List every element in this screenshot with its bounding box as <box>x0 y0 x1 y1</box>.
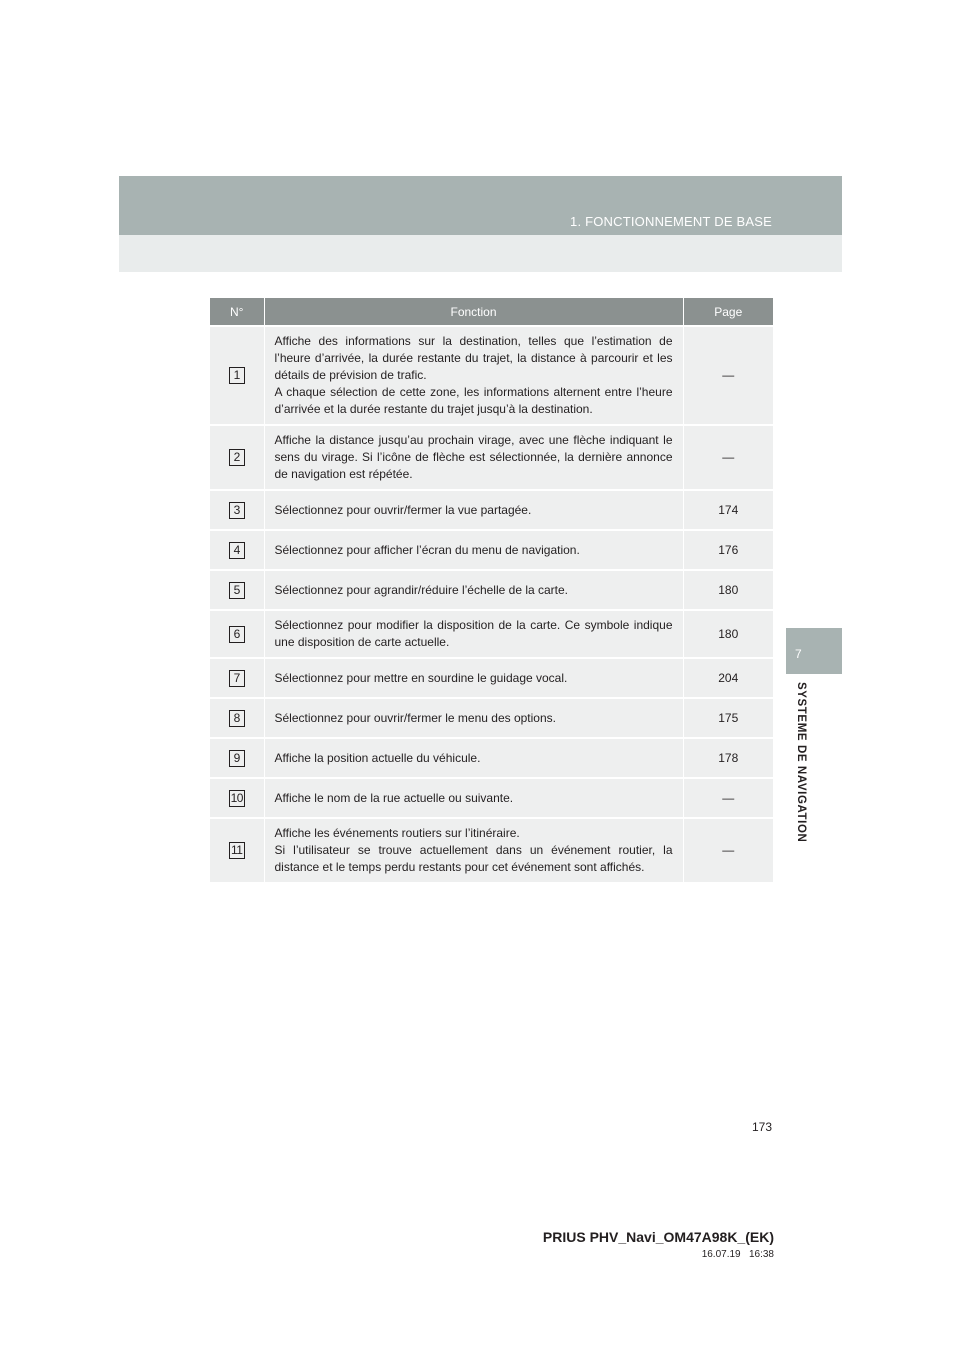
column-header-num: N° <box>210 298 264 326</box>
row-number-badge: 3 <box>229 502 245 519</box>
table-row <box>210 658 773 698</box>
table-row <box>210 570 773 610</box>
row-number-badge: 4 <box>229 542 245 559</box>
print-date: 16.07.19 <box>701 1249 741 1260</box>
function-text: Affiche le nom de la rue actuelle ou suivante. <box>274 790 514 805</box>
row-number-badge: 1 <box>229 367 245 384</box>
chapter-number: 7 <box>795 647 802 661</box>
function-text: Affiche la distance jusqu’au prochain virage, avec une flèche indiquant le sens du virage. Si l’icône de flèche est sélectionnée, la dernière annonce de navigation est répétée. <box>274 433 673 481</box>
page-ref: — <box>683 778 773 818</box>
chapter-label: SYSTEME DE NAVIGATION <box>795 682 807 843</box>
row-number-badge: 6 <box>229 626 245 643</box>
chapter-tab <box>786 628 842 674</box>
table-row <box>210 530 773 570</box>
page-ref: 178 <box>683 738 773 778</box>
row-number-badge: 7 <box>229 670 245 687</box>
function-text-continued: A chaque sélection de cette zone, les informations alternent entre l’heure d’arrivée et la durée restante du trajet jusqu’à la destination. <box>274 385 673 416</box>
table-row <box>210 326 773 425</box>
function-text: Sélectionnez pour afficher l’écran du menu de navigation. <box>274 542 580 557</box>
page-ref: — <box>683 818 773 882</box>
section-title: 1. FONCTIONNEMENT DE BASE <box>570 214 772 229</box>
table-row <box>210 610 773 658</box>
function-text-continued: Si l’utilisateur se trouve actuellement dans un événement routier, la distance et le temps perdu restants pour cet événement sont affichés. <box>274 843 673 874</box>
table-row <box>210 738 773 778</box>
header-band <box>119 176 842 235</box>
table-row <box>210 490 773 530</box>
function-text: Sélectionnez pour ouvrir/fermer le menu des options. <box>274 710 556 725</box>
function-text: Sélectionnez pour modifier la disposition de la carte. Ce symbole indique une disposition de carte actuelle. <box>274 618 673 649</box>
page-ref: 176 <box>683 530 773 570</box>
page-ref: 180 <box>683 610 773 658</box>
function-text: Sélectionnez pour ouvrir/fermer la vue partagée. <box>274 502 532 517</box>
function-text: Affiche des informations sur la destination, telles que l’estimation de l’heure d’arrivée, la durée restante du trajet, la distance à parcourir et les détails de prévision de trafic. <box>274 334 673 382</box>
row-number-badge: 5 <box>229 582 245 599</box>
model-code: PRIUS PHV_Navi_OM47A98K_(EK) <box>542 1229 774 1245</box>
row-number-badge: 2 <box>229 449 245 466</box>
table-row <box>210 425 773 490</box>
print-stamp <box>702 1249 774 1260</box>
table-row <box>210 818 773 882</box>
function-text: Sélectionnez pour mettre en sourdine le guidage vocal. <box>274 670 568 685</box>
page-ref: 175 <box>683 698 773 738</box>
row-number-badge: 10 <box>230 790 243 805</box>
table-row <box>210 698 773 738</box>
page-ref: 204 <box>683 658 773 698</box>
function-text: Affiche les événements routiers sur l’itinéraire. <box>274 826 520 840</box>
function-text: Sélectionnez pour agrandir/réduire l’échelle de la carte. <box>274 582 569 597</box>
function-table <box>210 298 773 882</box>
page-ref: — <box>683 425 773 490</box>
page-number: 173 <box>752 1120 773 1134</box>
table-row <box>210 778 773 818</box>
function-text: Affiche la position actuelle du véhicule. <box>274 750 481 765</box>
column-header-page: Page <box>683 298 773 326</box>
table-header-row <box>210 298 773 326</box>
page-ref: 180 <box>683 570 773 610</box>
page-ref: 174 <box>683 490 773 530</box>
print-time: 16:38 <box>748 1249 774 1260</box>
column-header-function: Fonction <box>264 298 683 326</box>
row-number-badge: 8 <box>229 710 245 727</box>
page-ref: — <box>683 326 773 425</box>
header-sub-band <box>119 235 842 272</box>
row-number-badge: 11 <box>229 842 245 859</box>
row-number-badge: 9 <box>229 750 245 767</box>
